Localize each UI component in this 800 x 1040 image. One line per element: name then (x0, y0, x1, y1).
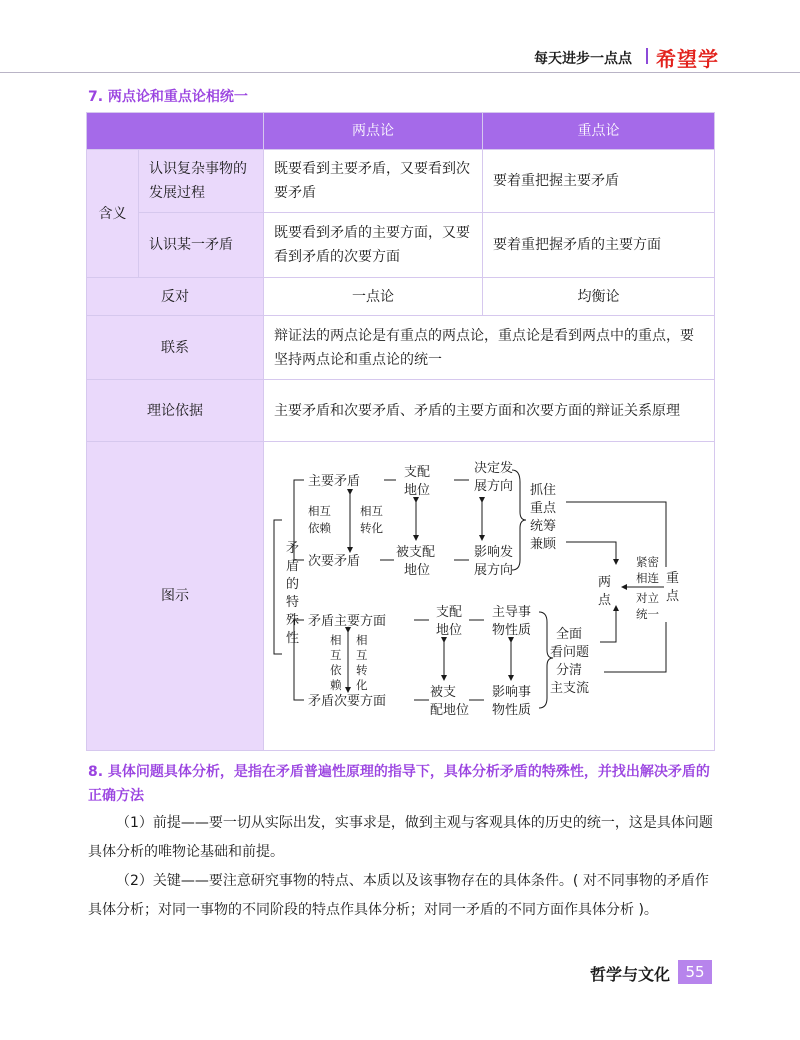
node-dominant-1: 支配 (404, 465, 431, 480)
close-link-1: 紧密 (636, 555, 659, 569)
node-dominated2-2: 配地位 (430, 703, 470, 718)
mutual-dep2-4: 赖 (330, 678, 342, 692)
diagram-root-1: 矛 (286, 541, 300, 556)
mutual-dep2-2: 互 (330, 648, 342, 662)
node-dominant2-1: 支配 (436, 605, 463, 620)
mutual-dep2-1: 相 (330, 633, 342, 647)
diagram-root-3: 的 (286, 577, 300, 592)
header-divider (0, 72, 800, 73)
paragraph-premise: （1）前提——要一切从实际出发，实事求是，做到主观与客观具体的历史的统一，这是具体问题具体分析的唯物论基础和前提。 (88, 815, 713, 860)
basis-label: 理论依据 (87, 380, 264, 442)
node-affect-nature-1: 影响事 (492, 685, 532, 700)
table-cell: 要着重把握主要矛盾 (483, 150, 715, 213)
paragraph-key: （2）关键——要注意研究事物的特点、本质以及该事物存在的具体条件。( 对不同事物的矛盾作具体分析；对同一事物的不同阶段的特点作具体分析；对同一矛盾的不同方面作具体分析 )。 (88, 873, 709, 918)
table-cell: 既要看到矛盾的主要方面，又要看到矛盾的次要方面 (264, 213, 483, 278)
node-dominated2-1: 被支 (430, 685, 457, 700)
node-decide-1: 决定发 (474, 461, 514, 476)
mutual-dep-1: 相互 (308, 504, 331, 518)
node-secondary-aspect: 矛盾次要方面 (308, 694, 387, 709)
full-view-1: 全面 (556, 627, 583, 642)
col-header-two-points: 两点论 (264, 113, 483, 150)
header-separator (646, 48, 648, 64)
oppose-label: 反对 (87, 278, 264, 316)
table-row (87, 278, 715, 316)
grasp-4: 兼顾 (530, 537, 557, 552)
node-secondary-contradiction: 次要矛盾 (308, 554, 361, 569)
node-dominated-1: 被支配 (396, 545, 436, 560)
mutual-dep2-3: 依 (330, 663, 342, 677)
node-dominated-2: 地位 (404, 563, 431, 578)
section-7-title: 7. 两点论和重点论相统一 (88, 89, 248, 105)
mutual-trans-2: 转化 (360, 521, 383, 535)
contradiction-diagram (264, 442, 714, 742)
unity-1: 对立 (636, 591, 659, 605)
link-label: 联系 (87, 316, 264, 380)
node-dominant2-2: 地位 (436, 623, 463, 638)
table-row (87, 213, 715, 278)
diagram-root-2: 盾 (286, 559, 300, 574)
table-row (87, 150, 715, 213)
mutual-dep-2: 依赖 (308, 521, 331, 535)
comparison-table (86, 112, 715, 751)
table-corner (87, 113, 264, 150)
full-view-3: 分清 (556, 663, 583, 678)
grasp-3: 统筹 (530, 519, 557, 534)
table-cell: 主要矛盾和次要矛盾、矛盾的主要方面和次要方面的辩证关系原理 (264, 380, 715, 442)
meaning-label: 含义 (87, 150, 139, 278)
node-main-aspect: 矛盾主要方面 (308, 614, 387, 629)
section-8-title: 8. 具体问题具体分析，是指在矛盾普遍性原理的指导下，具体分析矛盾的特殊性，并找出解决矛盾的正确方法 (88, 764, 710, 804)
unity-2: 统一 (636, 607, 659, 621)
close-link-2: 相连 (636, 571, 659, 585)
two-points-2: 点 (598, 593, 612, 608)
table-cell: 要着重把握矛盾的主要方面 (483, 213, 715, 278)
diagram-root-5: 殊 (286, 613, 300, 628)
table-row (87, 380, 715, 442)
full-view-2: 看问题 (550, 645, 590, 660)
node-dominant-2: 地位 (404, 483, 431, 498)
two-points-1: 两 (598, 575, 612, 590)
grasp-2: 重点 (530, 501, 557, 516)
key-points-2: 点 (666, 589, 680, 604)
header-slogan: 每天进步一点点 (534, 51, 632, 67)
node-nature-2: 物性质 (492, 623, 532, 638)
table-cell: 辩证法的两点论是有重点的两点论，重点论是看到两点中的重点，要坚持两点论和重点论的统一 (264, 316, 715, 380)
table-cell: 既要看到主要矛盾，又要看到次要矛盾 (264, 150, 483, 213)
col-header-key-point: 重点论 (483, 113, 715, 150)
node-main-contradiction: 主要矛盾 (308, 474, 361, 489)
row-sub-label: 认识复杂事物的发展过程 (139, 150, 264, 213)
book-title: 哲学与文化 (590, 965, 671, 984)
table-row (87, 316, 715, 380)
page-header (0, 0, 800, 70)
mutual-trans2-2: 互 (356, 648, 368, 662)
mutual-trans2-3: 转 (356, 663, 368, 677)
node-affects-1: 影响发 (474, 545, 514, 560)
table-cell: 一点论 (264, 278, 483, 316)
table-header-row (87, 113, 715, 150)
diagram-label: 图示 (87, 442, 264, 751)
table-cell: 均衡论 (483, 278, 715, 316)
table-row (87, 442, 715, 751)
mutual-trans2-4: 化 (356, 678, 368, 692)
full-view-4: 主支流 (550, 681, 590, 696)
mutual-trans-1: 相互 (360, 504, 383, 518)
node-nature-1: 主导事 (492, 605, 532, 620)
node-affect-nature-2: 物性质 (492, 703, 532, 718)
diagram-root-4: 特 (286, 595, 300, 610)
page-number: 55 (678, 960, 712, 984)
key-points-1: 重 (666, 571, 680, 586)
node-affects-2: 展方向 (474, 563, 514, 578)
grasp-1: 抓住 (530, 483, 557, 498)
mutual-trans2-1: 相 (356, 633, 368, 647)
diagram-cell (264, 442, 715, 751)
row-sub-label: 认识某一矛盾 (139, 213, 264, 278)
brand-logo: 希望学 (656, 47, 719, 71)
diagram-root-6: 性 (286, 631, 300, 646)
node-decide-2: 展方向 (474, 479, 514, 494)
